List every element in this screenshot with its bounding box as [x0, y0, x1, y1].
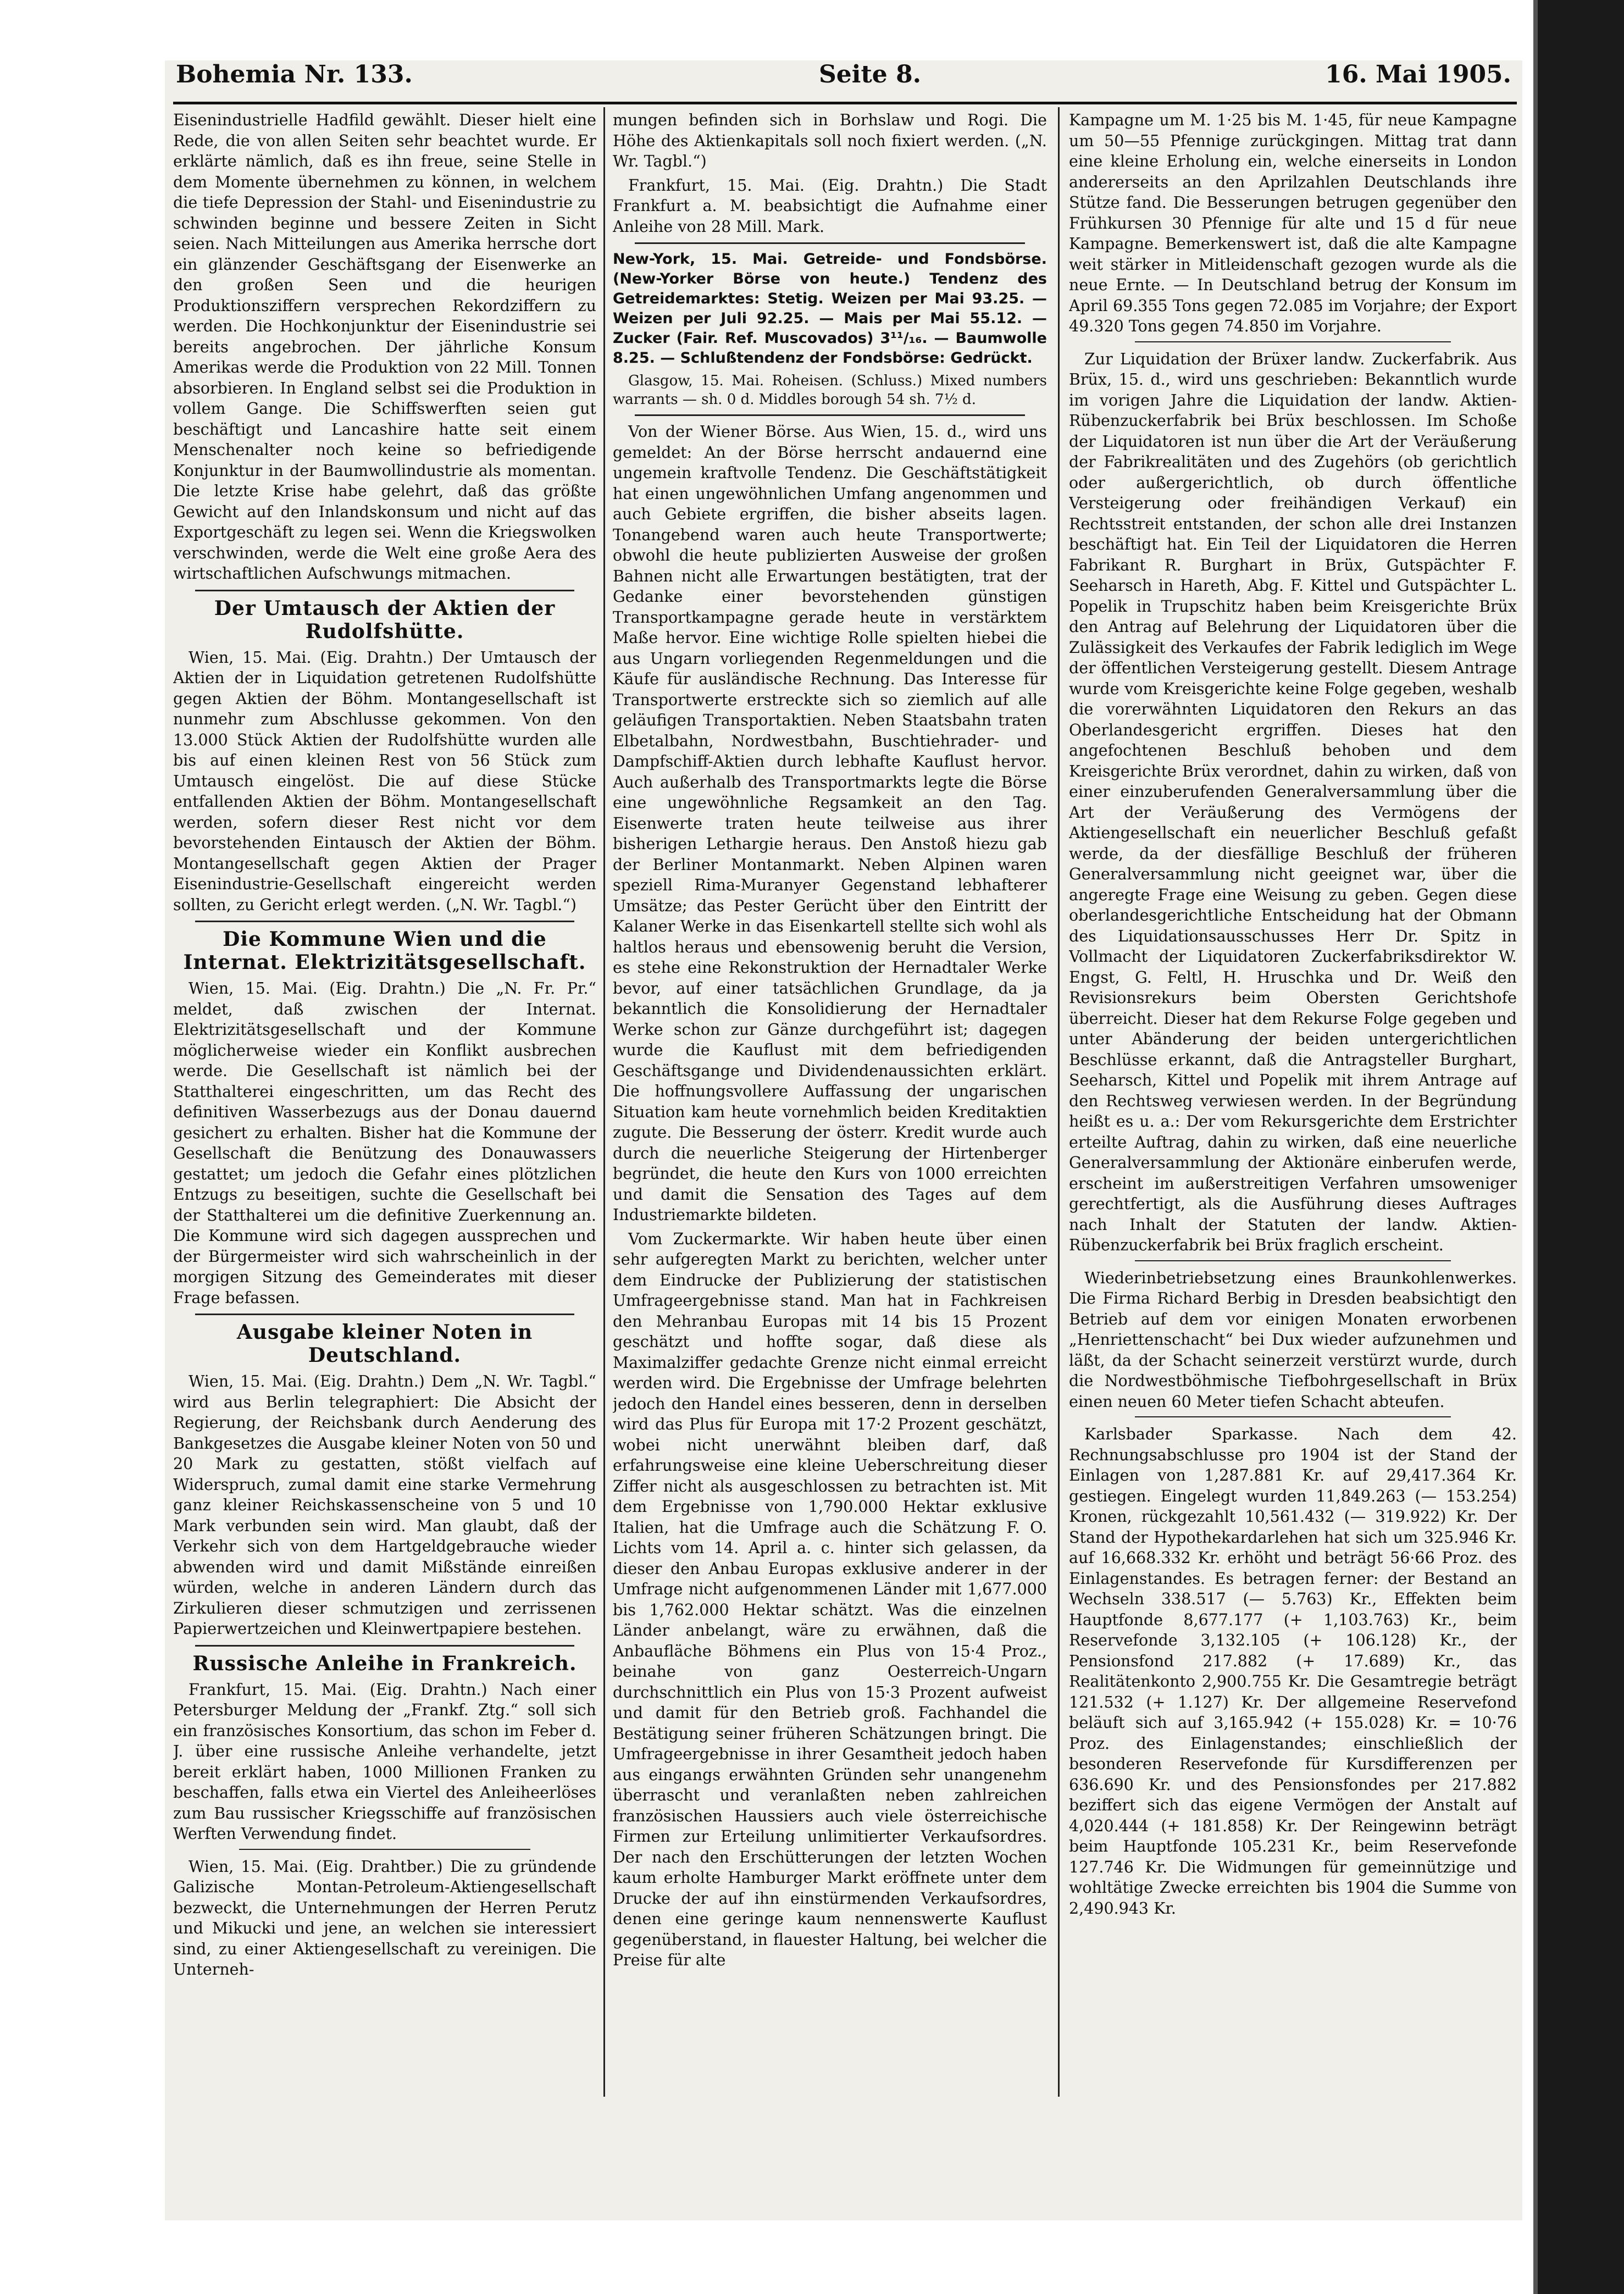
page-number: Seite 8. [819, 60, 922, 88]
article-separator [195, 921, 574, 922]
column-rule-1 [603, 107, 605, 2097]
header-rule [173, 102, 1517, 104]
article-braunkohlenwerk-text: Wiederinbetriebsetzung eines Braunkohlenwerkes. Die Firma Richard Berbig in Dresden beabsichtigt den Betrieb auf dem vor einigen Monaten erworbenen „Henriettenschacht“ bei Dux wieder aufzunehmen und läßt, da der Schacht seinerzeit verstürzt wurde, durch die Nordwestböhmische Tiefbohrgesellschaft in Brüx einen neuen 60 Meter tiefen Schacht abteufen. [1069, 1268, 1517, 1411]
headline-rudolfshuette: Der Umtausch der Aktien der Rudolfshütte. [214, 596, 556, 643]
article-borhslaw-text: mungen befinden sich in Borhslaw und Rogi. Die Höhe des Aktienkapitals soll noch fixiert werden. („N. Wr. Tagbl.“) [613, 111, 1047, 170]
article-kommune-wien-text: Wien, 15. Mai. (Eig. Drahtn.) Die „N. Fr. Pr.“ meldet, daß zwischen der Internat. Elektrizitätsgesellschaft und der Kommune möglicherweise wieder ein Konflikt ausbrechen werde. Die Gesellschaft ist nämlich bei der Statthalterei eingeschritten, um das Recht des definitiven Wasserbezugs aus der Donau dauernd gesichert zu erhalten. Bisher hat die Kommune der Gesellschaft die Benützung des Donauwassers gestattet; um jedoch die Gefahr eines plötzlichen Entzugs zu beseitigen, suchte die Gesellschaft bei der Statthalterei um die definitive Zuerkennung an. Die Kommune wird sich dagegen aussprechen und der Bürgermeister wird sich wahrscheinlich in der morgigen Sitzung des Gemeinderates mit dieser Frage befassen. [173, 979, 596, 1307]
article-separator [635, 414, 1025, 416]
article-separator [1135, 1260, 1451, 1261]
column-3 [1069, 110, 1517, 2099]
article-wiener-boerse-text: Von der Wiener Börse. Aus Wien, 15. d., wird uns gemeldet: An der Börse herrscht andauernd eine ungemein kraftvolle Tendenz. Die Geschäftstätigkeit hat einen ungewöhnlichen Umfang angenommen und auch Gebiete ergriffen, die bisher abseits lagen. Tonangebend waren auch heute Transportwerte; obwohl die heute publizierten Ausweise der großen Bahnen nicht alle Erwartungen bestätigten, trat der Gedanke einer bevorstehenden günstigen Transportkampagne gerade heute in verstärktem Maße hervor. Eine wichtige Rolle spielten hiebei die aus Ungarn vorliegenden Regenmeldungen und die Käufe für ausländische Rechnung. Das Interesse für Transportwerte erstreckte sich so ziemlich auf alle geläufigen Transportaktien. Neben Staatsbahn traten Elbetalbahn, Nordwestbahn, Buschtiehrader- und Dampfschiff-Aktien durch lebhafte Kauflust hervor. Auch außerhalb des Transportmarkts legte die Börse eine ungewöhnliche Regsamkeit an den Tag. Eisenwerte traten heute teilweise aus ihrer bisherigen Lethargie heraus. Den Anstoß hiezu gab der Berliner Montanmarkt. Neben Alpinen waren speziell Rima-Muranyer Gegenstand lebhafterer Umsätze; das Pester Gerücht über den Eintritt der Kalaner Werke in das Eisenkartell stellte sich wohl als haltlos heraus und ebensowenig beruht die Version, es stehe eine Rekonstruktion der Hernadtaler Werke bevor, auf einer tatsächlichen Grundlage, da ja bekanntlich die Konsolidierung der Hernadtaler Werke schon zur Gänze durchgeführt ist; dagegen wurde die Kauflust mit dem befriedigenden Geschäftsgange und Dividendenaussichten erklärt. Die hoffnungsvollere Auffassung der ungarischen Situation kam heute vornehmlich beiden Kreditaktien zugute. Die Besserung der österr. Kredit wurde auch durch die neuerliche Steigerung der Hirtenberger begründet, die heute den Kurs von 1000 erreichten und damit die Sensation des Tages auf dem Industriemarkte bildeten. [613, 423, 1047, 1224]
masthead-issue: Bohemia Nr. 133. [176, 60, 413, 88]
column-2 [613, 110, 1047, 2099]
market-report-newyork: New-York, 15. Mai. Getreide- und Fondsbörse. (New-Yorker Börse von heute.) Tendenz des Getreidemarktes: Stetig. Weizen per Mai 93.25. — Weizen per Juli 92.25. — Mais per Mai 55.12. — Zucker (Fair. Ref. Muscovados) 3¹¹/₁₆. — Baumwolle 8.25. — Schlußtendenz der Fondsbörse: Gedrückt. [613, 251, 1047, 367]
article-russische-anleihe-text: Frankfurt, 15. Mai. (Eig. Drahtn.) Nach einer Petersburger Meldung der „Frankf. Ztg.“ soll sich ein französisches Konsortium, das schon im Feber d. J. über eine russische Anleihe verhandelte, jetzt bereit erklärt haben, 1000 Millionen Franken zu beschaffen, falls etwa ein Viertel des Anleiheerlöses zum Bau russischer Kriegsschiffe auf französischen Werften Verwendung findet. [173, 1680, 596, 1843]
article-galizische-montan-text: Wien, 15. Mai. (Eig. Drahtber.) Die zu gründende Galizische Montan-Petroleum-Aktiengesellschaft bezweckt, die Unternehmungen der Herren Perutz und Mikucki und jene, an welchen sie interessiert sind, zu einer Aktiengesellschaft zu vereinigen. Die Unterneh- [173, 1857, 596, 1979]
article-bruexer-zuckerfabrik-text: Zur Liquidation der Brüxer landw. Zuckerfabrik. Aus Brüx, 15. d., wird uns geschrieben: Bekanntlich wurde im vorigen Jahre die Liquidation der landw. Aktien-Rübenzuckerfabrik bei Brüx beschlossen. Im Schoße der Liquidatoren ist nun über die Art der Veräußerung der Fabrikrealitäten und des Zugehörs (ob gerichtlich oder außergerichtlich, ob durch öffentliche Versteigerung oder freihändigen Verkauf) ein Rechtsstreit entstanden, der schon alle drei Instanzen beschäftigt hat. Ein Teil der Liquidatoren die Herren Fabrikant R. Burghart in Brüx, Gutspächter F. Seeharsch in Hareth, Abg. F. Kittel und Gutspächter L. Popelik in Trupschitz haben beim Kreisgerichte Brüx den Antrag auf Belehrung der Liquidatoren über die Zulässigkeit des Verkaufes der Fabrik lediglich im Wege der öffentlichen Versteigerung gestellt. Diesem Antrage wurde vom Kreisgerichte keine Folge gegeben, weshalb die vorerwähnten Liquidatoren den Rekurs an das Oberlandesgericht ergriffen. Dieses hat den angefochtenen Beschluß behoben und dem Kreisgerichte Brüx verordnet, dahin zu wirken, daß von einer einzuberufenden Generalversammlung über die Art der Veräußerung des Vermögens der Aktiengesellschaft ein neuerlicher Beschluß gefaßt werde, da der diesfällige Beschluß der früheren Generalversammlung nicht geeignet war, über die angeregte Frage eine Weisung zu geben. Gegen diese oberlandesgerichtliche Entscheidung hat der Obmann des Liquidationsausschusses Herr Dr. Spitz in Vollmacht der Liquidatoren Zuckerfabriksdirektor W. Engst, G. Feltl, H. Hruschka und Dr. Weiß den Revisionsrekurs beim Obersten Gerichtshofe überreicht. Dieser hat dem Rekurse Folge gegeben und unter Abänderung der beiden untergerichtlichen Beschlüsse erkannt, daß die Antragsteller Burghart, Seeharsch, Kittel und Popelik mit ihrem Antrage auf den Rechtsweg verwiesen werden. In der Begründung heißt es u. a.: Der vom Rekursgerichte dem Erstrichter erteilte Auftrag, dahin zu wirken, daß eine neuerliche Generalversammlung der Aktionäre einberufen werde, erscheint im außerstreitigen Verfahren umsoweniger gerechtfertigt, als die Ausführung dieses Auftrages nach Inhalt der Statuten der landw. Aktien-Rübenzuckerfabrik bei Brüx fraglich erscheint. [1069, 350, 1517, 1254]
article-kampagne-text: Kampagne um M. 1·25 bis M. 1·45, für neue Kampagne um 50—55 Pfennige zurückgingen. Mittag trat dann eine kleine Erholung ein, welche einerseits in London andererseits an den Aprilzahlen Deutschlands ihre Stütze fand. Die Besserungen betrugen gegenüber den Frühkursen 30 Pfennige für alte und 15 d für neue Kampagne. Bemerkenswert ist, daß die alte Kampagne weit stärker in Mitleidenschaft gezogen wurde als die neue Ernte. — In Deutschland betrug der Konsum im April 69.355 Tons gegen 72.085 im Vorjahre; der Export 49.320 Tons gegen 74.850 im Vorjahre. [1069, 111, 1517, 335]
article-separator [1135, 341, 1451, 342]
article-separator [195, 1314, 574, 1315]
headline-russische-anleihe: Russische Anleihe in Frankreich. [192, 1652, 577, 1675]
column-1 [173, 110, 596, 2099]
scan-border [1533, 0, 1624, 2294]
article-karlsbader-sparkasse-text: Karlsbader Sparkasse. Nach dem 42. Rechnungsabschlusse pro 1904 ist der Stand der Einlagen von 1,287.881 Kr. auf 29,417.364 Kr. gestiegen. Eingelegt wurden 11,849.263 (— 153.254) Kronen, rückgezahlt 10,561.432 (— 319.922) Kr. Der Stand der Hypothekardarlehen hat sich um 325.946 Kr. auf 16,668.332 Kr. erhöht und beträgt 56·66 Proz. des Einlagenstandes. Es betragen ferner: der Bestand an Wechseln 338.517 (— 5.763) Kr., Effekten beim Hauptfonde 8,677.177 (+ 1,103.763) Kr., beim Reservefonde 3,132.105 (+ 106.128) Kr., der Pensionsfond 217.882 (+ 17.689) Kr., das Realitätenkonto 2,900.755 Kr. Die Gesamtregie beträgt 121.532 (+ 1.127) Kr. Der allgemeine Reservefond beläuft sich auf 3,165.942 (+ 155.028) Kr. = 10·76 Proz. des Einlagenstandes; einschließlich der besonderen Reservefonde für Kursdifferenzen per 636.690 Kr. und des Pensionsfondes per 217.882 beziffert sich das eigene Vermögen der Anstalt auf 4,020.444 (+ 181.858) Kr. Der Reingewinn beträgt beim Hauptfonde 105.231 Kr., beim Reservefonde 127.746 Kr. Die Widmungen für gemeinnützige und wohltätige Zwecke erreichten bis 1904 die Summe von 2,490.943 Kr. [1069, 1425, 1517, 1918]
column-rule-2 [1058, 107, 1060, 2097]
article-separator [195, 590, 574, 591]
article-frankfurt-anleihe-text: Frankfurt, 15. Mai. (Eig. Drahtn.) Die Stadt Frankfurt a. M. beabsichtigt die Aufnahme einer Anleihe von 28 Mill. Mark. [613, 176, 1047, 236]
article-zuckermarkt-text: Vom Zuckermarkte. Wir haben heute über einen sehr aufgeregten Markt zu berichten, welcher unter dem Eindrucke der Publizierung der statistischen Umfrageergebnisse stand. Man hat in Fachkreisen den Mehranbau Europas mit 14 bis 15 Prozent geschätzt und hoffte sogar, daß diese als Maximalziffer gedachte Grenze nicht einmal erreicht werden wird. Die Ergebnisse der Umfrage belehrten jedoch den Handel eines besseren, denn in derselben wird das Plus für Europa mit 17·2 Prozent geschätzt, wobei nicht unerwähnt bleiben darf, daß erfahrungsweise eine kleine Ueberschreitung dieser Ziffer nicht als ausgeschlossen zu betrachten ist. Mit dem Ergebnisse von 1,790.000 Hektar exklusive Italien, hat die Umfrage auch die Schätzung F. O. Lichts vom 14. April a. c. hinter sich gelassen, da dieser den Anbau Europas exklusive anderer in der Umfrage nicht aufgenommenen Länder mit 1,677.000 bis 1,762.000 Hektar schätzt. Was die einzelnen Länder anbelangt, wäre zu erwähnen, daß die Anbaufläche Böhmens ein Plus von 15·4 Proz., beinahe von ganz Oesterreich-Ungarn durchschnittlich ein Plus von 15·3 Prozent aufweist und damit für den Betrieb groß. Fachhandel die Bestätigung seiner früheren Schätzungen bringt. Die Umfrageergebnisse in ihrer Gesamtheit jedoch haben aus eingangs erwähnten Gründen sehr unangenehm überrascht und veranlaßten neben zahlreichen französischen Haussiers auch viele österreichische Firmen zur Erteilung unlimitierter Verkaufsordres. Der nach den Erschütterungen der letzten Wochen kaum erholte Hamburger Markt eröffnete unter dem Drucke der auf ihn einstürmenden Verkaufsordres, denen eine geringe kaum nennenswerte Kauflust gegenüberstand, in flauester Haltung, bei welcher die Preise für alte [613, 1229, 1047, 1969]
headline-kommune-wien: Die Kommune Wien und die Internat. Elektrizitätsgesellschaft. [183, 928, 586, 974]
page-header [176, 60, 1517, 99]
market-report-glasgow: Glasgow, 15. Mai. Roheisen. (Schluss.) Mixed numbers warrants — sh. 0 d. Middles borough 54 sh. 7½ d. [613, 373, 1047, 408]
issue-date: 16. Mai 1905. [1325, 60, 1511, 88]
article-separator [195, 1645, 574, 1647]
article-rudolfshuette-text: Wien, 15. Mai. (Eig. Drahtn.) Der Umtausch der Aktien der in Liquidation getretenen Rudolfshütte gegen Aktien der Böhm. Montangesellschaft ist nunmehr zum Abschlusse gekommen. Von den 13.000 Stück Aktien der Rudolfshütte wurden alle bis auf einen kleinen Rest von 56 Stück zum Umtausch eingelöst. Die auf diese Stücke entfallenden Aktien der Böhm. Montangesellschaft werden, sofern dieser Rest nicht vor dem bevorstehenden Eintausch der Aktien der Böhm. Montangesellschaft gegen Aktien der Prager Eisenindustrie-Gesellschaft eingereicht werden sollten, zu Gericht erlegt werden. („N. Wr. Tagbl.“) [173, 648, 596, 914]
article-kleine-noten-text: Wien, 15. Mai. (Eig. Drahtn.) Dem „N. Wr. Tagbl.“ wird aus Berlin telegraphiert: Die Absicht der Regierung, der Reichsbank durch Aenderung des Bankgesetzes die Ausgabe kleiner Noten von 50 und 20 Mark zu gestatten, stößt vielfach auf Widerspruch, zumal damit eine starke Vermehrung ganz kleiner Reichskassenscheine von 5 und 10 Mark verbunden sein wird. Man glaubt, daß der Verkehr sich von dem Hartgeldgebrauche wieder abwenden wird und damit Mißstände einreißen würden, welche in anderen Ländern durch das Zirkulieren dieser schmutzigen und zerrissenen Papierwertzeichen und Kleinwertpapiere bestehen. [173, 1372, 596, 1638]
article-separator [1135, 1416, 1451, 1417]
headline-kleine-noten: Ausgabe kleiner Noten in Deutschland. [236, 1321, 533, 1367]
article-separator [239, 1849, 530, 1850]
article-hadfield-text: Eisenindustrielle Hadfild gewählt. Dieser hielt eine Rede, die von allen Seiten sehr beachtet wurde. Er erklärte nämlich, daß es ihn freue, seine Stelle in dem Momente übernehmen zu können, in welchem die tiefe Depression der Stahl- und Eisenindustrie zu schwinden beginne und bessere Zeiten in Sicht seien. Nach Mitteilungen aus Amerika herrsche dort ein glänzender Geschäftsgang der Eisenwerke an den großen Seen und die heurigen Produktionsziffern versprechen Rekordziffern zu werden. Die Hochkonjunktur der Eisenindustrie sei bereits angebrochen. Der jährliche Konsum Amerikas werde die Produktion von 22 Mill. Tonnen absorbieren. In England selbst sei die Produktion in vollem Gange. Die Schiffswerften seien gut beschäftigt und Lancashire hatte seit einem Menschenalter noch keine so befriedigende Konjunktur in der Baumwollindustrie als momentan. Die letzte Krise habe gelehrt, daß das größte Gewicht auf den Inlandskonsum und nicht auf das Exportgeschäft zu legen sei. Wenn die Kriegswolken verschwinden, werde die Welt eine große Aera des wirtschaftlichen Aufschwungs mitmachen. [173, 111, 596, 583]
article-separator [635, 242, 1025, 244]
